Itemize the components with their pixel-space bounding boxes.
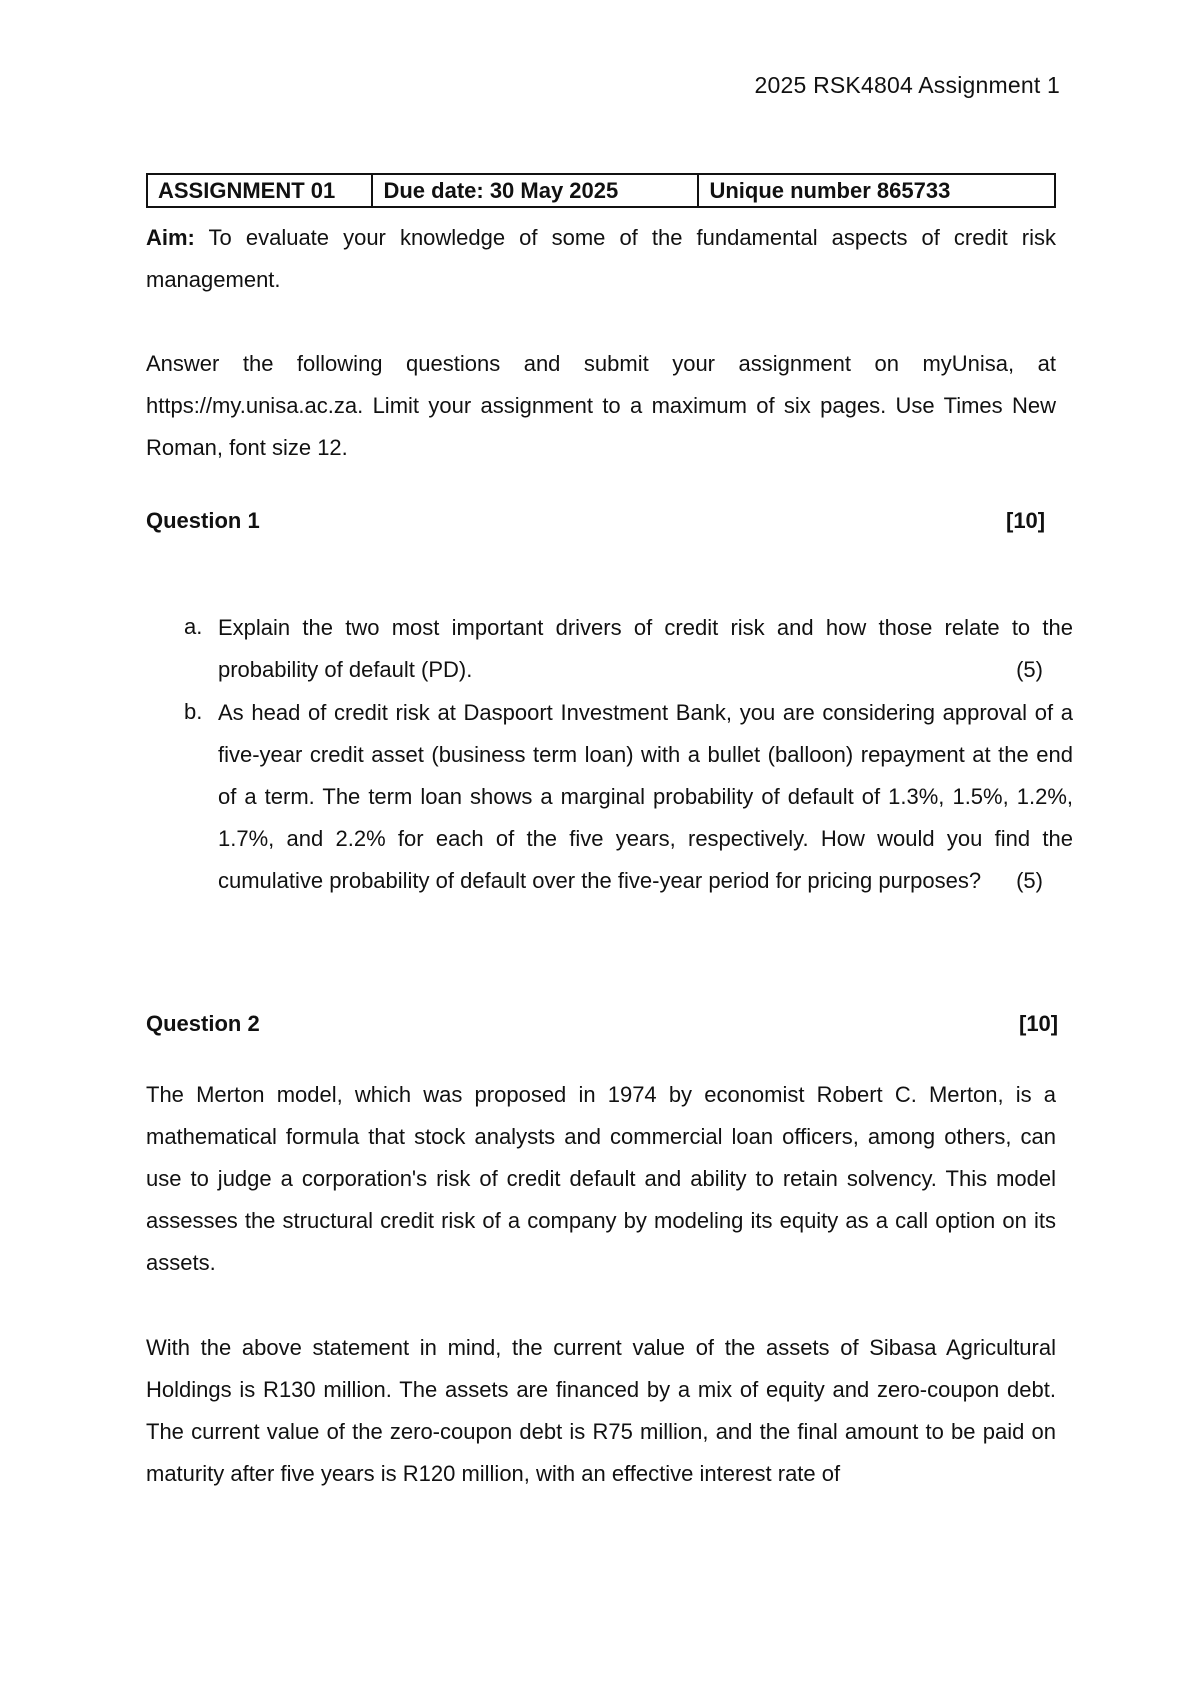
item-text: As head of credit risk at Daspoort Investment Bank, you are considering approval of a five-year credit asset (business term loan) with a bullet (balloon) repayment at the end of a term. The term loan shows a marginal probability of default of 1.3%, 1.5%, 1.2%, 1.7%, and 2.2% for each of the five years, respectively. How would you find the cumulative probability of default over the five-year period for pricing purposes?: [218, 700, 1073, 893]
question-2-paragraph-2: With the above statement in mind, the current value of the assets of Sibasa Agricultural Holdings is R130 million. The assets are financed by a mix of equity and zero-coupon debt. The current value of the zero-coupon debt is R75 million, and the final amount to be paid on maturity after five years is R120 million, with an effective interest rate of: [146, 1335, 1056, 1486]
question-2-marks: [10]: [1019, 1011, 1059, 1036]
page-header: 2025 RSK4804 Assignment 1: [754, 72, 1060, 98]
list-item: [184, 607, 1074, 691]
aim-paragraph: [146, 217, 1056, 301]
item-mark: (5): [1016, 868, 1043, 893]
instructions-paragraph: Answer the following questions and submit your assignment on myUnisa, at https://my.unisa.ac.za. Limit your assignment to a maximum of six pages. Use Times New Roman, font size 12.: [146, 351, 1056, 460]
unique-number-cell: Unique number 865733: [698, 174, 1055, 207]
item-letter: b.: [184, 699, 203, 724]
item-letter: a.: [184, 614, 203, 639]
assignment-info-table: [146, 173, 1056, 208]
question-1-marks: [10]: [1006, 508, 1046, 533]
list-item-body: [218, 692, 1073, 902]
list-item: [184, 692, 1074, 902]
due-date-cell: Due date: 30 May 2025: [372, 174, 698, 207]
aim-text: To evaluate your knowledge of some of the fundamental aspects of credit risk management.: [146, 225, 1056, 292]
question-2-title: Question 2: [146, 1011, 260, 1036]
table-row: [147, 174, 1055, 207]
question-1-title: Question 1: [146, 508, 260, 533]
question-2-paragraph-1: The Merton model, which was proposed in 1974 by economist Robert C. Merton, is a mathematical formula that stock analysts and commercial loan officers, among others, can use to judge a corporation's risk of credit default and ability to retain solvency. This model assesses the structural credit risk of a company by modeling its equity as a call option on its assets.: [146, 1082, 1056, 1275]
assignment-number-cell: ASSIGNMENT 01: [147, 174, 372, 207]
item-mark: (5): [1016, 657, 1043, 682]
aim-label: Aim:: [146, 225, 195, 250]
list-item-body: [218, 607, 1073, 691]
item-text: Explain the two most important drivers of credit risk and how those relate to the probability of default (PD).: [218, 615, 1073, 682]
